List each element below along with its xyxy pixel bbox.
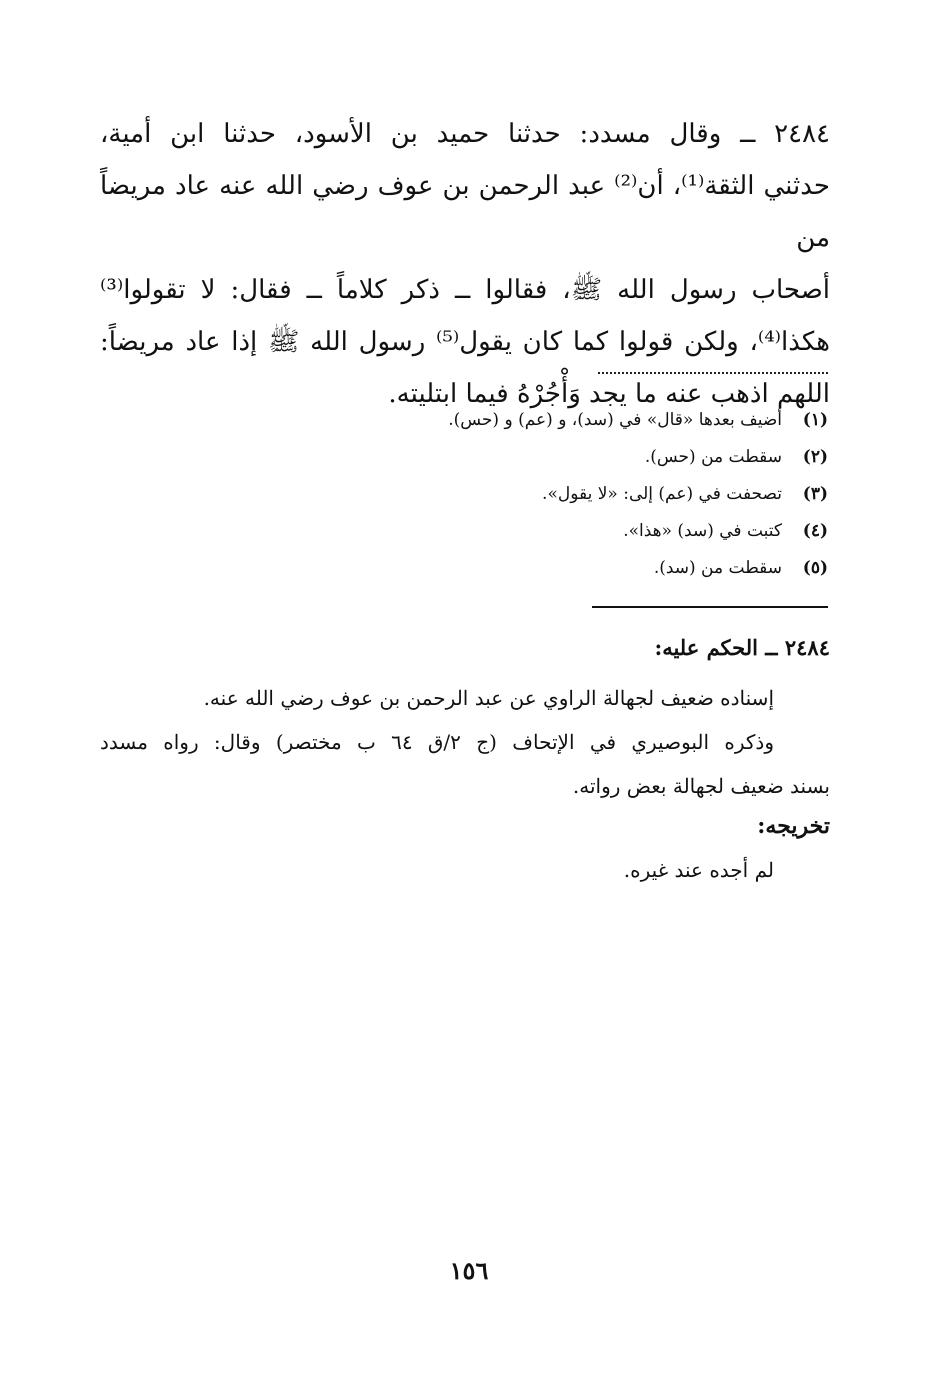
takhrij-heading: تخريجه: xyxy=(757,813,830,839)
footnote-text: كتبت في (سد) «هذا». xyxy=(623,521,782,541)
footnote-text: أضيف بعدها «قال» في (سد)، و (عم) و (حس). xyxy=(448,410,782,430)
takhrij-paragraph: لم أجده عند غيره. xyxy=(623,858,774,882)
section-divider xyxy=(592,606,828,608)
footnote-number: (٥) xyxy=(802,558,828,578)
footnote-text: سقطت من (سد). xyxy=(653,558,782,578)
footnote-2 xyxy=(128,439,828,476)
hadith-line-1: ٢٤٨٤ ــ وقال مسدد: حدثنا حميد بن الأسود، حدثنا ابن أمية، xyxy=(100,119,830,149)
footnote-1 xyxy=(128,402,828,439)
footnote-separator-dots xyxy=(598,372,828,384)
page-number: ١٥٦ xyxy=(449,1256,489,1285)
hukm-paragraph-2-line-2: بسند ضعيف لجهالة بعض رواته. xyxy=(572,774,830,798)
footnote-3 xyxy=(128,476,828,513)
footnote-number: (٢) xyxy=(802,447,828,467)
footnote-text: تصحفت في (عم) إلى: «لا يقول». xyxy=(542,484,782,504)
footnote-number: (٤) xyxy=(802,521,828,541)
hadith-line-5: اللهم اذهب عنه ما يجد وَأْجُرْهُ فيما ابتليته. xyxy=(388,379,830,409)
footnotes-list xyxy=(128,402,828,587)
hukm-heading: ٢٤٨٤ ــ الحكم عليه: xyxy=(654,635,830,660)
hukm-paragraph-2 xyxy=(100,720,830,808)
footnote-number: (١) xyxy=(802,410,828,430)
footnote-text: سقطت من (حس). xyxy=(644,447,782,467)
hadith-line-4: هكذا⁽⁴⁾، ولكن قولوا كما كان يقول⁽⁵⁾ رسول الله ﷺ إذا عاد مريضاً: xyxy=(100,327,830,357)
hadith-line-2: حدثني الثقة⁽¹⁾، أن⁽²⁾ عبد الرحمن بن عوف رضي الله عنه عاد مريضاً من xyxy=(100,171,830,253)
footnote-number: (٣) xyxy=(802,484,828,504)
hukm-paragraph-2-line-1: وذكره البوصيري في الإتحاف (ج ٢/ق ٦٤ ب مختصر) وقال: رواه مسدد xyxy=(100,730,774,754)
footnote-4 xyxy=(128,513,828,550)
hukm-paragraph-1: إسناده ضعيف لجهالة الراوي عن عبد الرحمن بن عوف رضي الله عنه. xyxy=(203,686,774,710)
hadith-line-3: أصحاب رسول الله ﷺ، فقالوا ــ ذكر كلاماً ــ فقال: لا تقولوا⁽³⁾ xyxy=(100,275,830,305)
footnote-5 xyxy=(128,550,828,587)
